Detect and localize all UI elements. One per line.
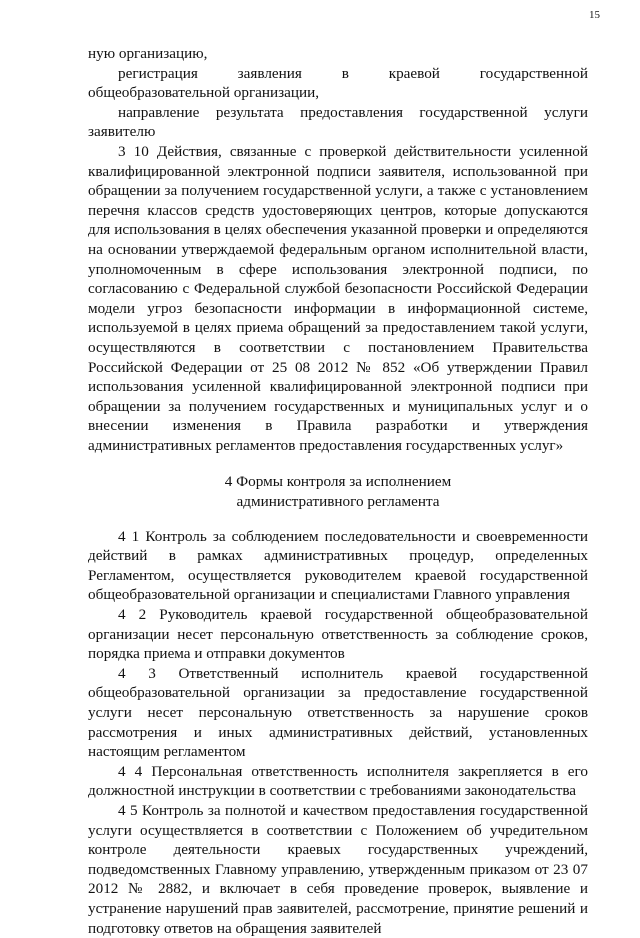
- paragraph-continuation: ную организацию,: [88, 45, 208, 62]
- paragraph-3-10: 3 10 Действия, связанные с проверкой действительности усиленной квалифицированной электронной подписи заявителя, использованной при обращении за получением государственной услуги, а также с установлением перечня классов средств удостоверяющих центров, которые допускаются для использования в целях обеспечения указанной проверки и определяются на основании утверждаемой федеральным органом исполнительной власти, уполномоченным в сфере использования электронной подписи, по согласованию с Федеральной службой безопасности Российской Федерации модели угроз безопасности информации в информационной системе, используемой в целях приема обращений за предоставлением такой услуги, осуществляются в соответствии с постановлением Правительства Российской Федерации от 25 08 2012 № 852 «Об утверждении Правил использования усиленной квалифицированной электронной подписи при обращении за получением государственных и муниципальных услуг и о внесении изменения в Правила разработки и утверждения административных регламентов предоставления государственных услуг»: [88, 142, 588, 454]
- document-body: [88, 44, 588, 938]
- paragraph-result-delivery: направление результата предоставления государственной услуги заявителю: [88, 103, 588, 141]
- paragraph-4-4: 4 4 Персональная ответственность исполнителя закрепляется в его должностной инструкции в соответствии с требованиями законодательства: [88, 762, 588, 800]
- paragraph-4-2: 4 2 Руководитель краевой государственной общеобразовательной организации несет персональную ответственность за соблюдение сроков, порядка приема и отправки документов: [88, 606, 588, 663]
- paragraph-4-3: 4 3 Ответственный исполнитель краевой государственной общеобразовательной организации за предоставление государственной услуги несет персональную ответственность за нарушение сроков рассмотрения и иных административных действий, установленных настоящим регламентом: [88, 664, 588, 761]
- paragraph-registration: регистрация заявления в краевой государственной общеобразовательной организации,: [88, 64, 588, 102]
- section-heading-line-2: административного регламента: [236, 493, 440, 511]
- paragraph-4-5: 4 5 Контроль за полнотой и качеством предоставления государственной услуги осуществляется в соответствии с Положением об учредительном контроле деятельности краевых государственных учреждений, подведомственных Главному управлению, утвержденным приказом от 23 07 2012 № 2882, и включает в себя проведение проверок, выявление и устранение нарушений прав заявителей, рассмотрение, принятие решений и подготовку ответов на обращения заявителей: [88, 801, 588, 937]
- page-number: 15: [589, 9, 600, 21]
- paragraph-4-1: 4 1 Контроль за соблюдением последовательности и своевременности действий в рамках административных процедур, определенных Регламентом, осуществляется руководителем краевой государственной общеобразовательной организации и специалистами Главного управления: [88, 527, 588, 604]
- section-heading-line-1: 4 Формы контроля за исполнением: [224, 473, 452, 491]
- section-heading: [88, 472, 588, 511]
